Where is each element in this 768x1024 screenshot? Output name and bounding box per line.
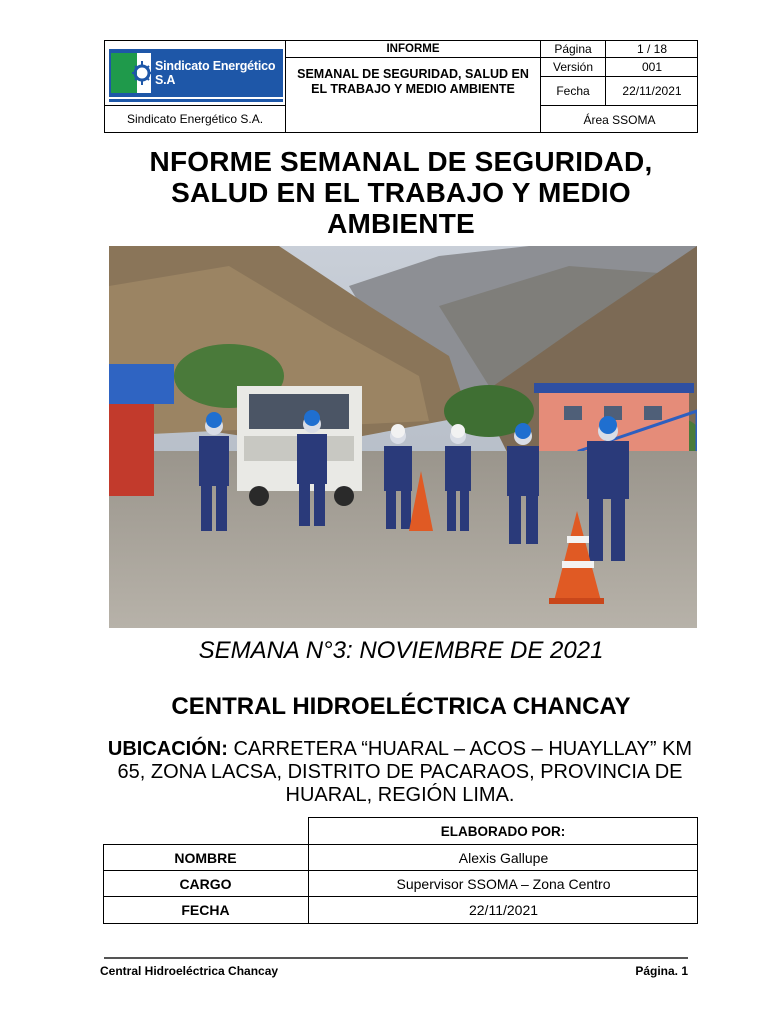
site-photo <box>109 246 697 628</box>
company-name: Sindicato Energético S.A. <box>126 112 264 126</box>
workers-site-image <box>109 246 697 628</box>
date-row-label: FECHA <box>181 902 230 918</box>
week-subtitle: SEMANA N°3: NOVIEMBRE DE 2021 <box>198 637 604 664</box>
location-text: CARRETERA “HUARAL – ACOS – HUAYLLAY” KM 65, ZONA LACSA, DISTRITO DE PACARAOS, PROVINCIA DE HUARAL, REGIÓN LIMA. <box>117 738 693 806</box>
role-value: Supervisor SSOMA – Zona Centro <box>396 875 611 892</box>
gear-icon <box>129 55 155 91</box>
prepared-by-table <box>103 817 698 924</box>
footer-page-number: Página. 1 <box>635 964 688 978</box>
prepared-by-heading: ELABORADO POR: <box>308 817 698 845</box>
document-header-table <box>104 40 698 133</box>
version-label: Versión <box>552 60 594 74</box>
area-label: Área SSOMA <box>583 112 656 127</box>
page-label: Página <box>554 42 592 56</box>
name-value: Alexis Gallupe <box>458 849 549 866</box>
date-label: Fecha <box>556 84 590 98</box>
footer-site-name: Central Hidroeléctrica Chancay <box>100 964 279 978</box>
name-label: NOMBRE <box>174 849 237 866</box>
location-paragraph <box>100 738 700 807</box>
date-row-value: 22/11/2021 <box>468 902 539 918</box>
date-value: 22/11/2021 <box>622 84 682 98</box>
logo-text: Sindicato Energético S.A <box>155 59 276 87</box>
footer-divider <box>104 957 688 959</box>
version-value: 001 <box>641 60 663 74</box>
doc-type: INFORME <box>386 43 440 55</box>
location-label: UBICACIÓN: <box>107 738 228 760</box>
doc-title: SEMANAL DE SEGURIDAD, SALUD EN EL TRABAJO Y MEDIO AMBIENTE <box>297 67 529 96</box>
page-title: NFORME SEMANAL DE SEGURIDAD, SALUD EN EL TRABAJO Y MEDIO AMBIENTE <box>149 146 653 239</box>
company-logo <box>109 49 283 97</box>
role-label: CARGO <box>179 875 232 892</box>
page-value: 1 / 18 <box>636 42 668 56</box>
site-heading: CENTRAL HIDROELÉCTRICA CHANCAY <box>171 693 631 720</box>
